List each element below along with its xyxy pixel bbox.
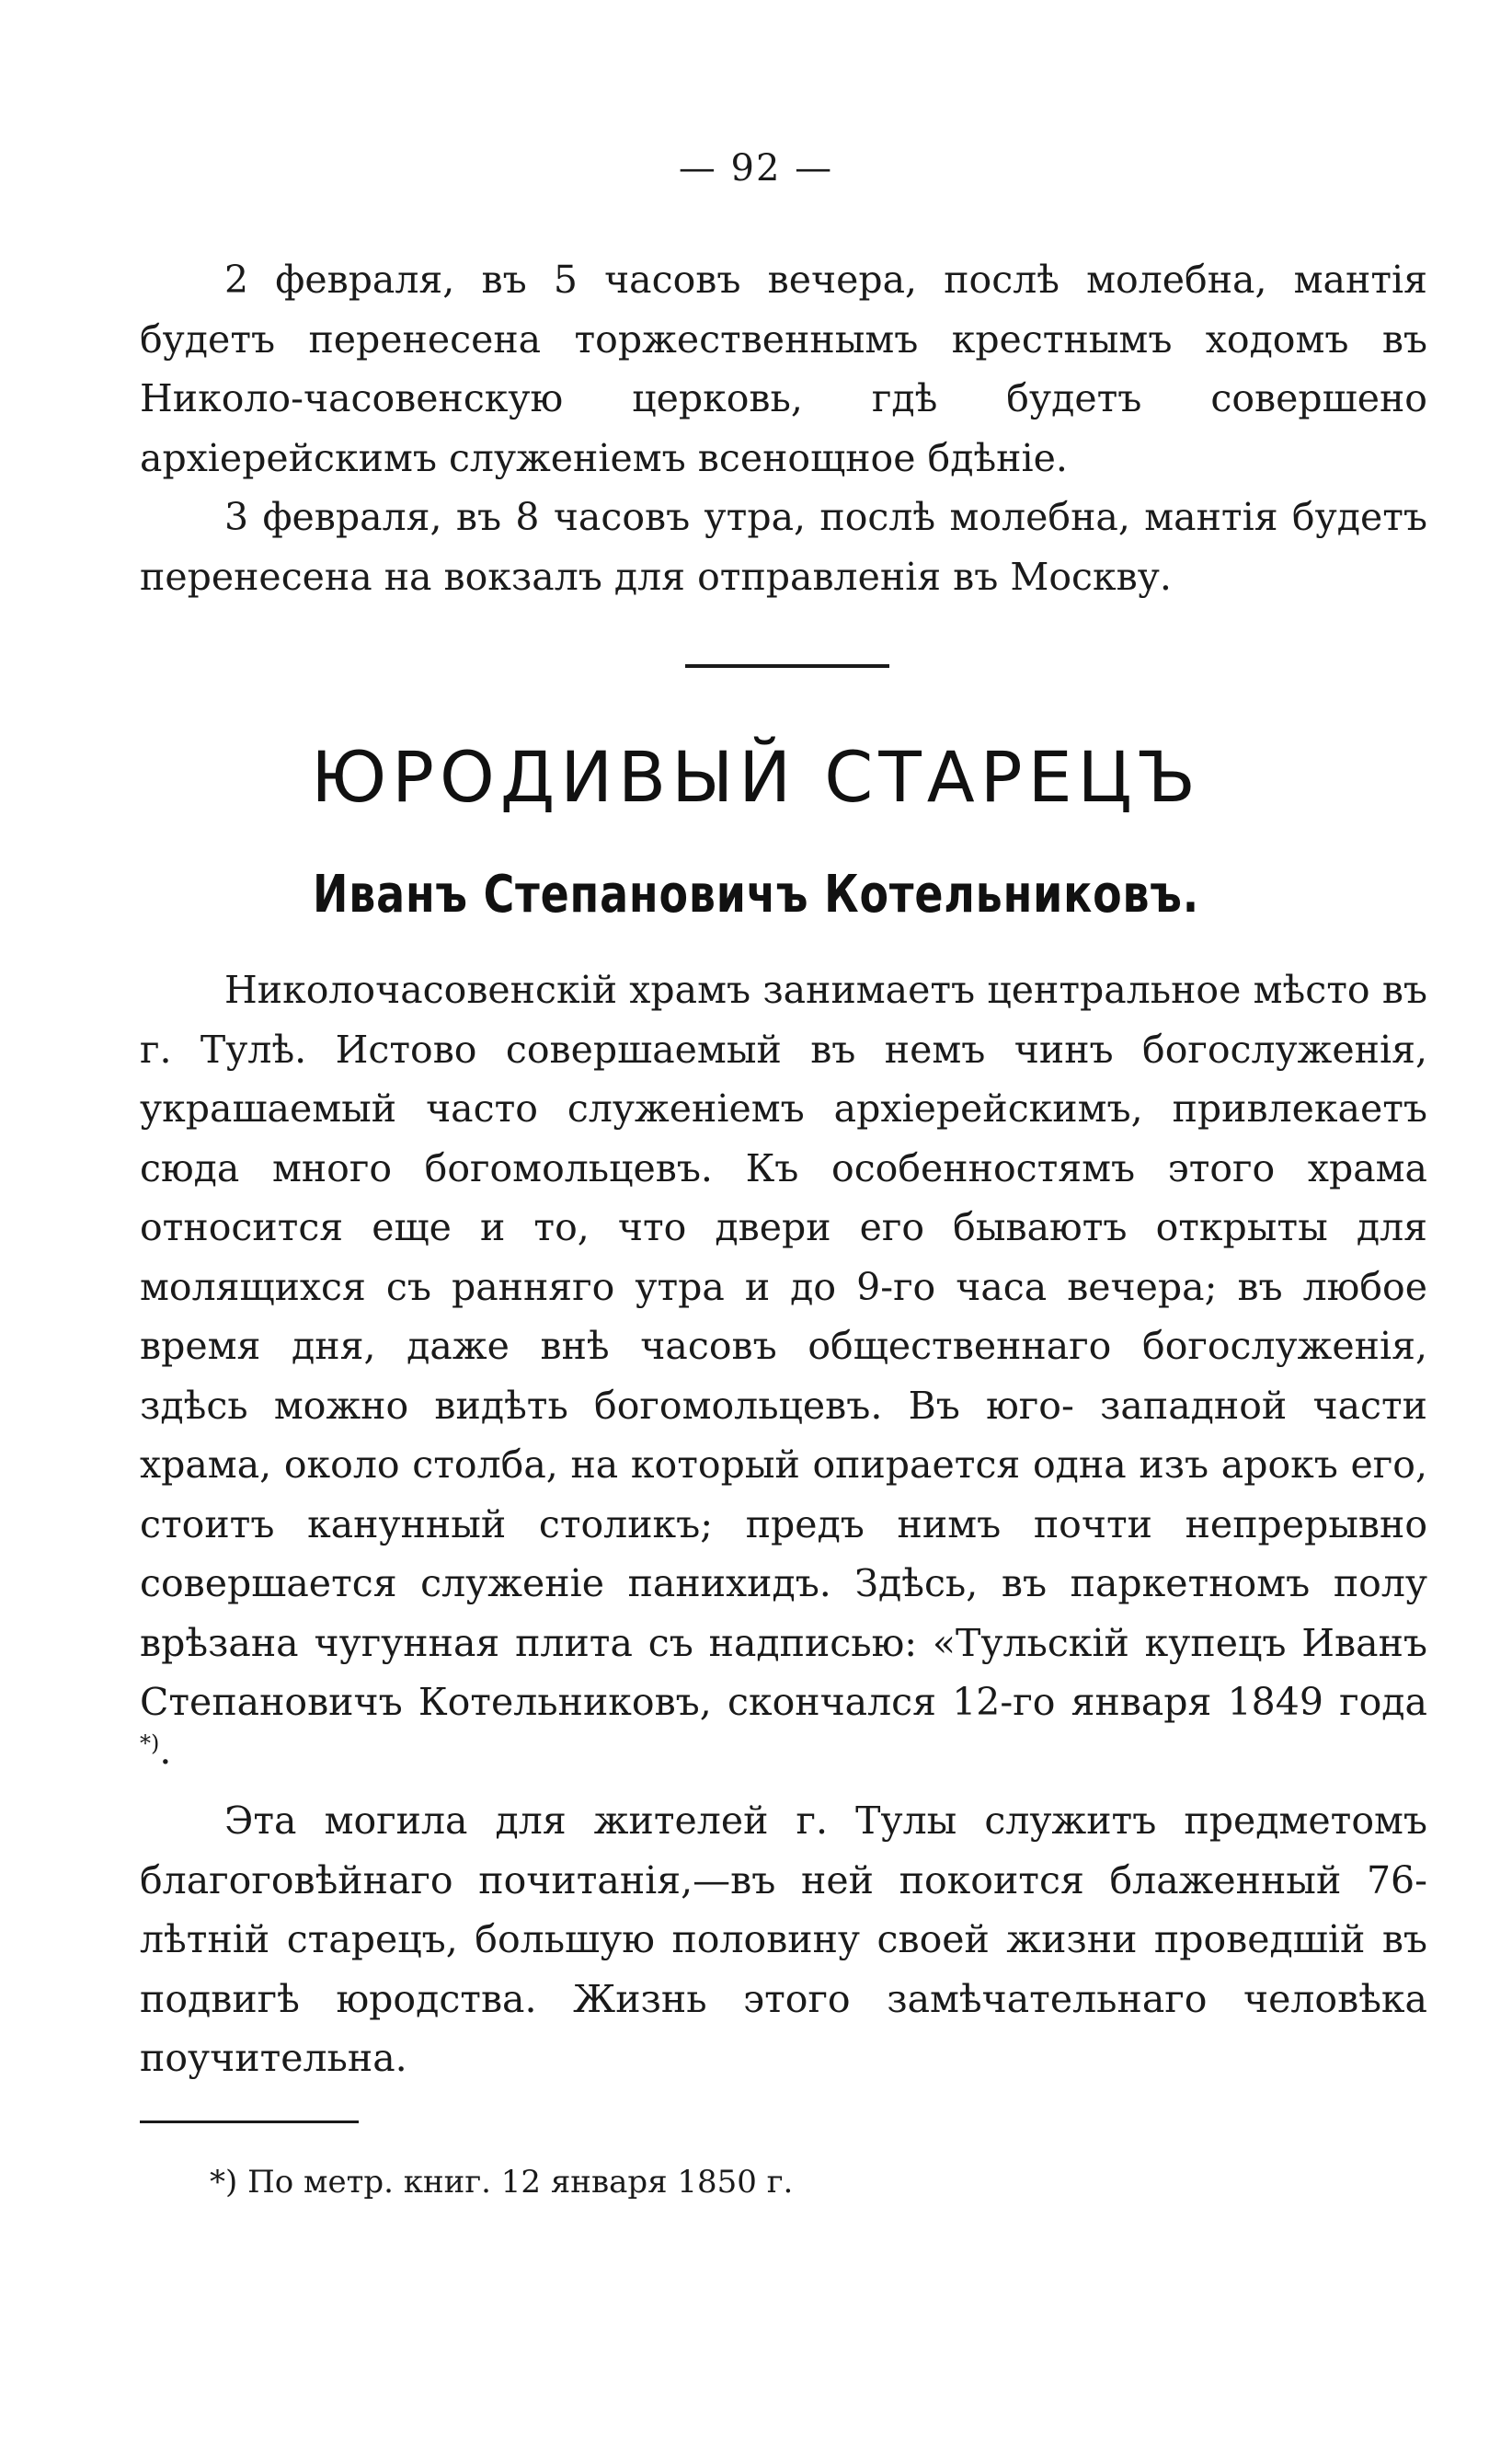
footnote-reference: *) [140, 1730, 160, 1756]
section-separator [685, 664, 889, 668]
footnote-reference-tail: · [159, 1739, 172, 1784]
paragraph-grave: Эта могила для жителей г. Тулы служитъ предметомъ благоговѣйнаго почитанія,—въ ней покоится блаженный 76-лѣтній старецъ, большую половину своей жизни проведшій въ подвигѣ юродства. Жизнь этого замѣчательнаго человѣка поучительна. [140, 1799, 1427, 2080]
footnote-text: *) По метр. книг. 12 января 1850 г. [210, 2164, 794, 2201]
main-text [140, 960, 1427, 2088]
intro-text [140, 250, 1427, 606]
page-number: — 92 — [678, 147, 834, 190]
paragraph-feb-2: 2 февраля, въ 5 часовъ вечера, послѣ молебна, мантія будетъ перенесена торжественнымъ крестнымъ ходомъ въ Николо-часовенскую церковь, гдѣ будетъ совершено архіерейскимъ служеніемъ всенощное бдѣніе. [140, 258, 1427, 480]
chapter-subtitle: Иванъ Степановичъ Котельниковъ. [313, 865, 1199, 925]
paragraph-feb-3: 3 февраля, въ 8 часовъ утра, послѣ молебна, мантія будетъ перенесена на вокзалъ для отправленія въ Москву. [140, 495, 1427, 599]
chapter-title: ЮРОДИВЫЙ СТАРЕЦЪ [311, 736, 1201, 818]
paragraph-temple-text: Николочасовенскій храмъ занимаетъ центральное мѣсто въ г. Тулѣ. Истово совершаемый въ немъ чинъ богослуженія, украшаемый часто служеніемъ архіерейскимъ, привлекаетъ сюда много богомольцевъ. Къ особенностямъ этого храма относится еще и то, что двери его бываютъ открыты для молящихся съ ранняго утра и до 9-го часа вечера; въ любое время дня, даже внѣ часовъ общественнаго богослуженія, здѣсь можно видѣть богомольцевъ. Въ юго- западной части храма, около столба, на который опирается одна изъ арокъ его, стоитъ канунный столикъ; предъ нимъ почти непрерывно совершается служеніе панихидъ. Здѣсь, въ паркетномъ полу врѣзана чугунная плита съ надписью: «Тульскій купецъ Иванъ Степановичъ Котельниковъ, скончался 12-го января 1849 года [140, 968, 1427, 1724]
paragraph-temple [140, 960, 1427, 1791]
footnote-rule [140, 2120, 359, 2123]
